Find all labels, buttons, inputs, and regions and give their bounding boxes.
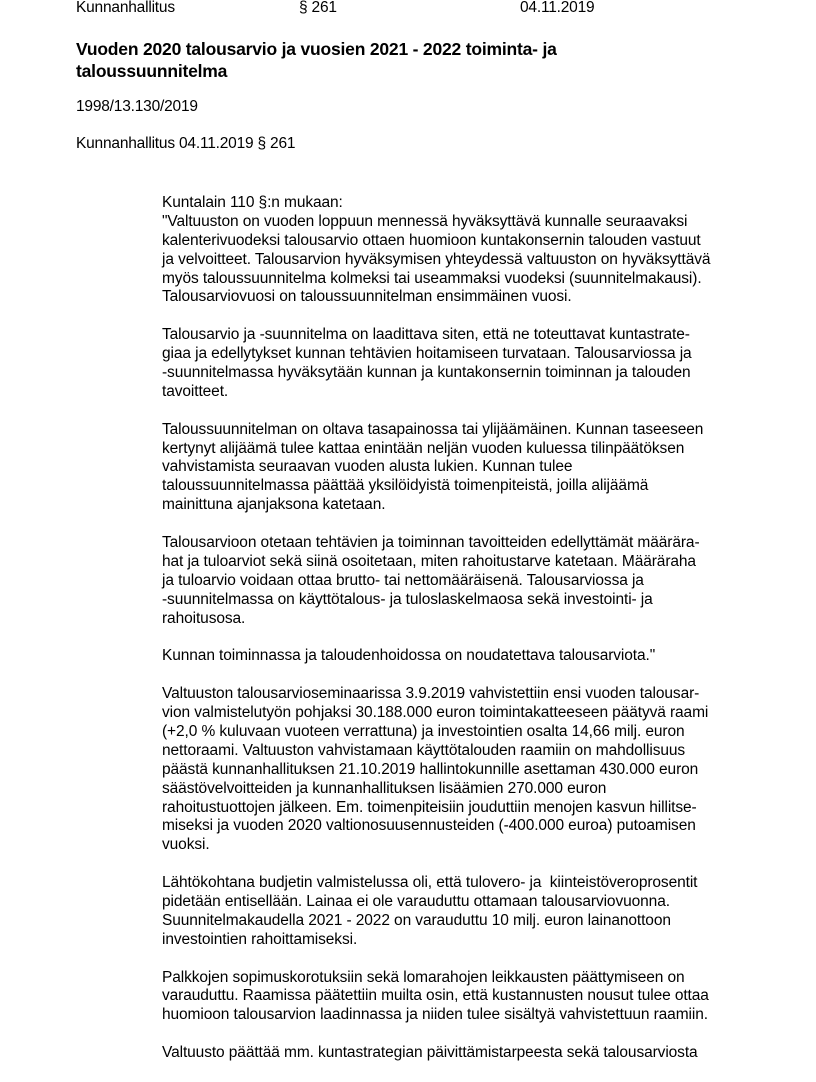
text-line: rahoitustuottojen jälkeen. Em. toimenpiteisiin jouduttiin menojen kasvun hillitse- [162, 798, 697, 816]
text-line: varauduttu. Raamissa päätettiin muilta osin, että kustannusten nousut tulee ottaa [162, 987, 709, 1005]
text-line: vahvistamista seuraavan vuoden alusta lukien. Kunnan tulee [162, 458, 573, 476]
text-line: (+2,0 % kuluvaan vuoteen verrattuna) ja investointien osalta 14,66 milj. euron [162, 722, 685, 740]
text-line: investointien rahoittamiseksi. [162, 930, 358, 948]
text-line: tavoitteet. [162, 382, 229, 400]
paragraph-seminar [162, 685, 762, 855]
text-line: huomioon talousarvion laadinnassa ja niiden tulee sisältyä vahvistettuun raamiin. [162, 1006, 708, 1024]
text-line: mainittuna ajanjaksona katetaan. [162, 496, 386, 514]
text-line: päästä kunnanhallituksen 21.10.2019 hallintokunnille asettaman 430.000 euron [162, 760, 699, 778]
paragraph-budget-plan [162, 326, 762, 402]
paragraph-council-decides [162, 1044, 762, 1063]
text-line: vion valmistelutyön pohjaksi 30.188.000 euron toimintakatteeseen päätyvä raami [162, 704, 709, 722]
paragraph-salaries [162, 969, 762, 1026]
text-line: Kuntalain 110 §:n mukaan: [162, 194, 343, 211]
paragraph-law-quote [162, 194, 762, 307]
meeting-reference: Kunnanhallitus 04.11.2019 § 261 [76, 135, 296, 152]
text-line: ja velvoitteet. Talousarvion hyväksymisen yhteydessä valtuuston on hyväksyttävä [162, 250, 711, 268]
paragraph-compliance [162, 647, 762, 666]
header-body-name: Kunnanhallitus [76, 0, 175, 16]
text-line: Talousarvio ja -suunnitelma on laadittava siten, että ne toteuttavat kuntastrate- [162, 326, 690, 344]
paragraph-balance [162, 421, 762, 515]
text-line: giaa ja edellytykset kunnan tehtävien hoitamiseen turvataan. Talousarviossa ja [162, 345, 692, 363]
text-line: ja tuloarvio voidaan ottaa brutto- tai nettomääräisenä. Talousarviossa ja [162, 571, 644, 589]
text-line: "Valtuuston on vuoden loppuun mennessä hyväksyttävä kunnalle seuraavaksi [162, 212, 688, 230]
text-line: vuoksi. [162, 836, 210, 854]
title-line: Vuoden 2020 talousarvio ja vuosien 2021 - 2022 toiminta- ja [76, 39, 557, 59]
document-body [162, 194, 762, 1082]
text-line: Valtuusto päättää mm. kuntastrategian päivittämistarpeesta sekä talousarviosta [162, 1044, 698, 1062]
text-line: kalenterivuodeksi talousarvio ottaen huomioon kuntakonsernin talouden vastuut [162, 231, 701, 249]
paragraph-appropriations [162, 534, 762, 628]
text-line: -suunnitelmassa hyväksytään kunnan ja kuntakonsernin toiminnan ja talouden [162, 364, 691, 382]
reference-number: 1998/13.130/2019 [76, 98, 198, 115]
text-line: -suunnitelmassa on käyttötalous- ja tuloslaskelmaosa sekä investointi- ja [162, 590, 653, 608]
text-line: myös taloussuunnitelma kolmeksi tai useammaksi vuodeksi (suunnitelmakausi). [162, 269, 702, 287]
text-line: säästövelvoitteiden ja kunnanhallituksen lisäämien 270.000 euron [162, 779, 607, 797]
text-line: Taloussuunnitelman on oltava tasapainossa tai ylijäämäinen. Kunnan taseeseen [162, 420, 704, 438]
paragraph-starting-point [162, 874, 762, 950]
text-line: miseksi ja vuoden 2020 valtionosuusennusteiden (-400.000 euroa) putoamisen [162, 817, 696, 835]
text-line: hat ja tuloarviot sekä siinä osoitetaan, miten rahoitustarve katetaan. Määräraha [162, 552, 696, 570]
text-line: Valtuuston talousarvioseminaarissa 3.9.2019 vahvistettiin ensi vuoden talousar- [162, 685, 700, 703]
text-line: taloussuunnitelmassa päättää yksilöidyistä toimenpiteistä, joilla alijäämä [162, 477, 649, 495]
text-line: Talousarvioon otetaan tehtävien ja toiminnan tavoitteiden edellyttämät määrära- [162, 534, 700, 552]
text-line: rahoitusosa. [162, 609, 246, 627]
text-line: Suunnitelmakaudella 2021 - 2022 on varauduttu 10 milj. euron lainanottoon [162, 911, 671, 929]
title-line: taloussuunnitelma [76, 61, 228, 81]
text-line: Palkkojen sopimuskorotuksiin sekä lomarahojen leikkausten päättymiseen on [162, 968, 685, 986]
text-line: kertynyt alijäämä tulee kattaa enintään neljän vuoden kuluessa tilinpäätöksen [162, 439, 685, 457]
text-line: Kunnan toiminnassa ja taloudenhoidossa on noudatettava talousarviota." [162, 647, 656, 665]
text-line: pidetään entisellään. Lainaa ei ole varauduttu ottamaan talousarviovuonna. [162, 892, 670, 910]
text-line: Talousarviovuosi on taloussuunnitelman ensimmäinen vuosi. [162, 288, 572, 306]
text-line: nettoraami. Valtuuston vahvistamaan käyttötalouden raamiin on mahdollisuus [162, 741, 686, 759]
document-title [76, 38, 636, 82]
header-date: 04.11.2019 [520, 0, 595, 16]
text-line: Lähtökohtana budjetin valmistelussa oli, että tulovero- ja kiinteistöveroprosentit [162, 874, 698, 892]
header-section: § 261 [299, 0, 337, 16]
